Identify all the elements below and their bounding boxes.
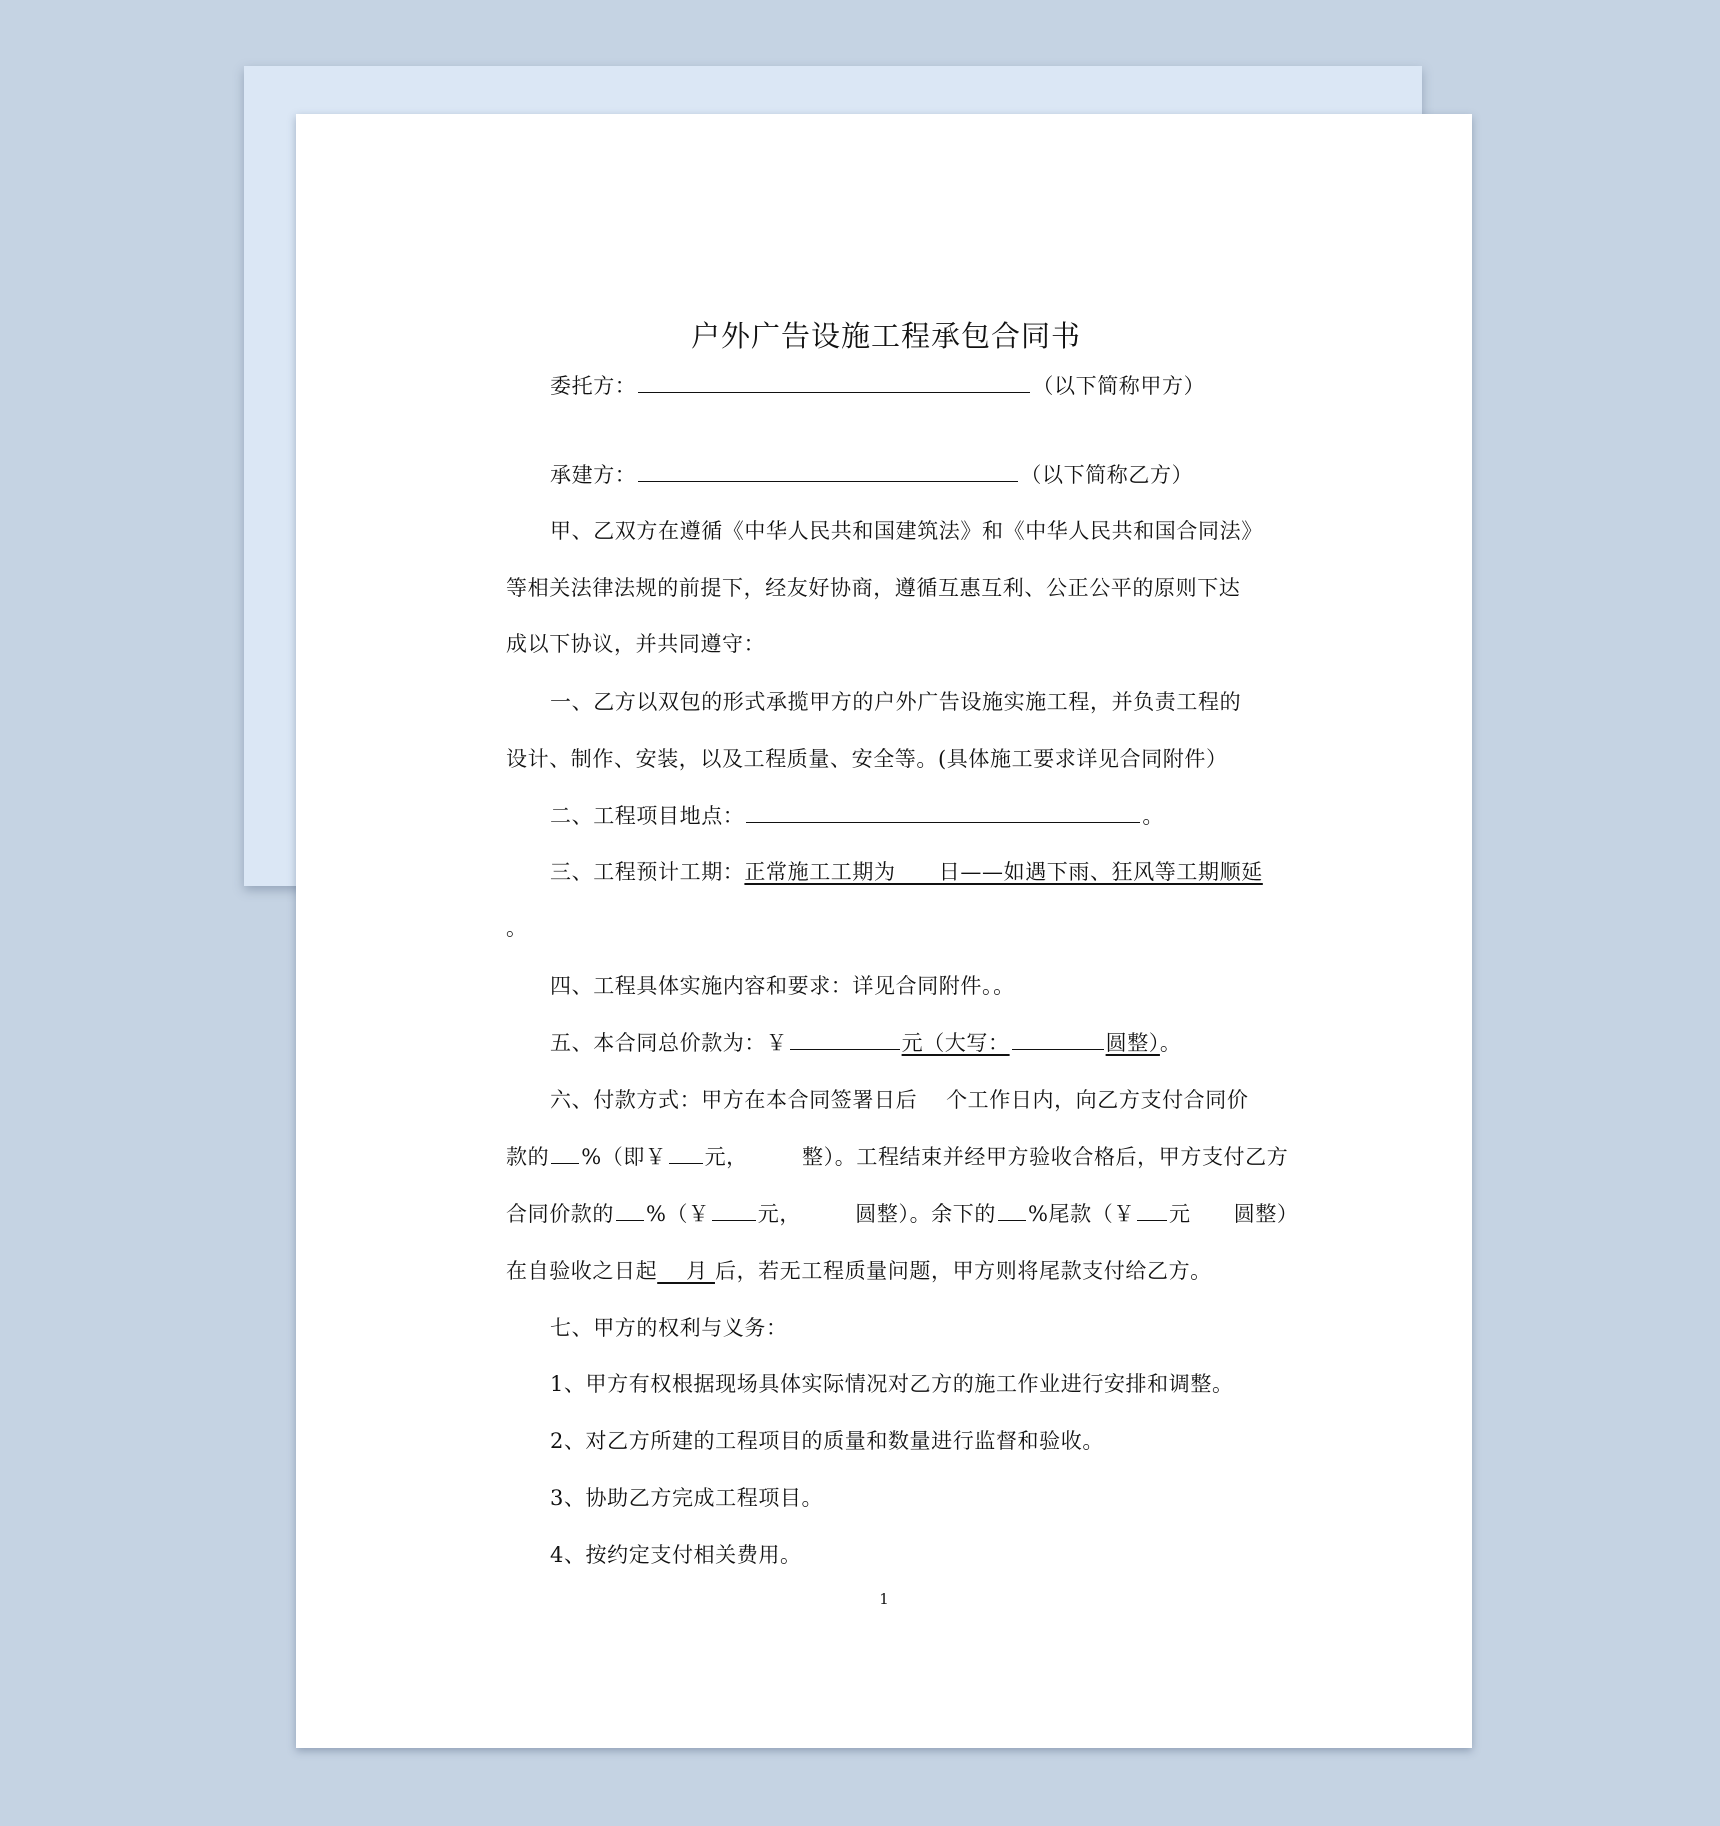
client-line [550, 370, 1205, 400]
clause5-label: 五、本合同总价款为：￥ [550, 1031, 788, 1055]
client-name-blank[interactable] [638, 391, 1030, 393]
balance-percent-blank[interactable] [998, 1219, 1026, 1221]
clause6-l2-b: %（即￥ [581, 1145, 667, 1169]
clause2-end: 。 [1142, 804, 1165, 828]
clause6-l3-e: 元 圆整） [1168, 1202, 1299, 1226]
second-payment-amount-blank[interactable] [712, 1219, 756, 1221]
contractor-label: 承建方： [550, 463, 637, 487]
clause6-line-4 [506, 1255, 1212, 1285]
clause6-l2-c: 元， 整）。工程结束并经甲方验收合格后，甲方支付乙方 [704, 1145, 1289, 1169]
clause6-l3-b: %（￥ [646, 1202, 710, 1226]
clause6-line-3 [506, 1198, 1299, 1228]
balance-amount-blank[interactable] [1137, 1219, 1167, 1221]
clause5-line [550, 1027, 1182, 1057]
intro-line-3: 成以下协议，并共同遵守： [506, 632, 766, 656]
clause6-line-2 [506, 1141, 1288, 1171]
clause5-end: 。 [1159, 1031, 1182, 1055]
clause5-yuan: 元（大写： [901, 1031, 1010, 1055]
construction-period-text[interactable]: 正常施工工期为 日——如遇下雨、狂风等工期顺延 [744, 860, 1263, 884]
contractor-suffix: （以下简称乙方） [1020, 463, 1194, 487]
project-location-blank[interactable] [746, 821, 1140, 823]
clause6-l4-a: 在自验收之日起 [506, 1259, 658, 1283]
total-price-words-blank[interactable] [1012, 1048, 1104, 1050]
clause7-heading: 七、甲方的权利与义务： [550, 1316, 788, 1340]
clause1-line-2: 设计、制作、安装，以及工程质量、安全等。(具体施工要求详见合同附件） [506, 747, 1228, 771]
clause5-yuanzheng: 圆整） [1105, 1031, 1160, 1055]
clause7-item-1: 1、甲方有权根据现场具体实际情况对乙方的施工作业进行安排和调整。 [550, 1372, 1234, 1396]
first-payment-percent-blank[interactable] [551, 1162, 579, 1164]
clause2-label: 二、工程项目地点： [550, 804, 745, 828]
intro-line-1: 甲、乙双方在遵循《中华人民共和国建筑法》和《中华人民共和国合同法》 [550, 519, 1263, 543]
document-page [296, 114, 1472, 1748]
client-suffix: （以下简称甲方） [1032, 374, 1206, 398]
intro-line-2: 等相关法律法规的前提下，经友好协商，遵循互惠互利、公正公平的原则下达 [506, 576, 1241, 600]
contractor-name-blank[interactable] [638, 480, 1018, 482]
clause4-line: 四、工程具体实施内容和要求：详见合同附件。。 [550, 974, 1015, 998]
contractor-line [550, 459, 1193, 489]
balance-months-field[interactable]: 月 [657, 1259, 715, 1283]
clause3-label: 三、工程预计工期： [550, 860, 745, 884]
first-payment-amount-blank[interactable] [669, 1162, 703, 1164]
clause7-item-4: 4、按约定支付相关费用。 [550, 1543, 802, 1567]
clause6-line-1: 六、付款方式：甲方在本合同签署日后 个工作日内，向乙方支付合同价 [550, 1088, 1249, 1112]
page-number: 1 [879, 1590, 889, 1608]
clause3-end: 。 [506, 916, 528, 940]
total-price-blank[interactable] [790, 1048, 900, 1050]
clause3-line [550, 856, 1263, 886]
clause6-l3-c: 元， 圆整）。余下的 [757, 1202, 996, 1226]
clause6-l2-a: 款的 [506, 1145, 550, 1169]
document-title: 户外广告设施工程承包合同书 [690, 319, 1081, 353]
clause6-l3-a: 合同价款的 [506, 1202, 614, 1226]
client-label: 委托方： [550, 374, 637, 398]
clause6-l3-d: %尾款（￥ [1027, 1202, 1135, 1226]
clause7-item-2: 2、对乙方所建的工程项目的质量和数量进行监督和验收。 [550, 1429, 1104, 1453]
clause7-item-3: 3、协助乙方完成工程项目。 [550, 1486, 824, 1510]
clause6-l4-c: 后，若无工程质量问题，甲方则将尾款支付给乙方。 [714, 1259, 1212, 1283]
second-payment-percent-blank[interactable] [616, 1219, 644, 1221]
clause2-line [550, 800, 1164, 830]
clause1-line-1: 一、乙方以双包的形式承揽甲方的户外广告设施实施工程，并负责工程的 [550, 690, 1242, 714]
